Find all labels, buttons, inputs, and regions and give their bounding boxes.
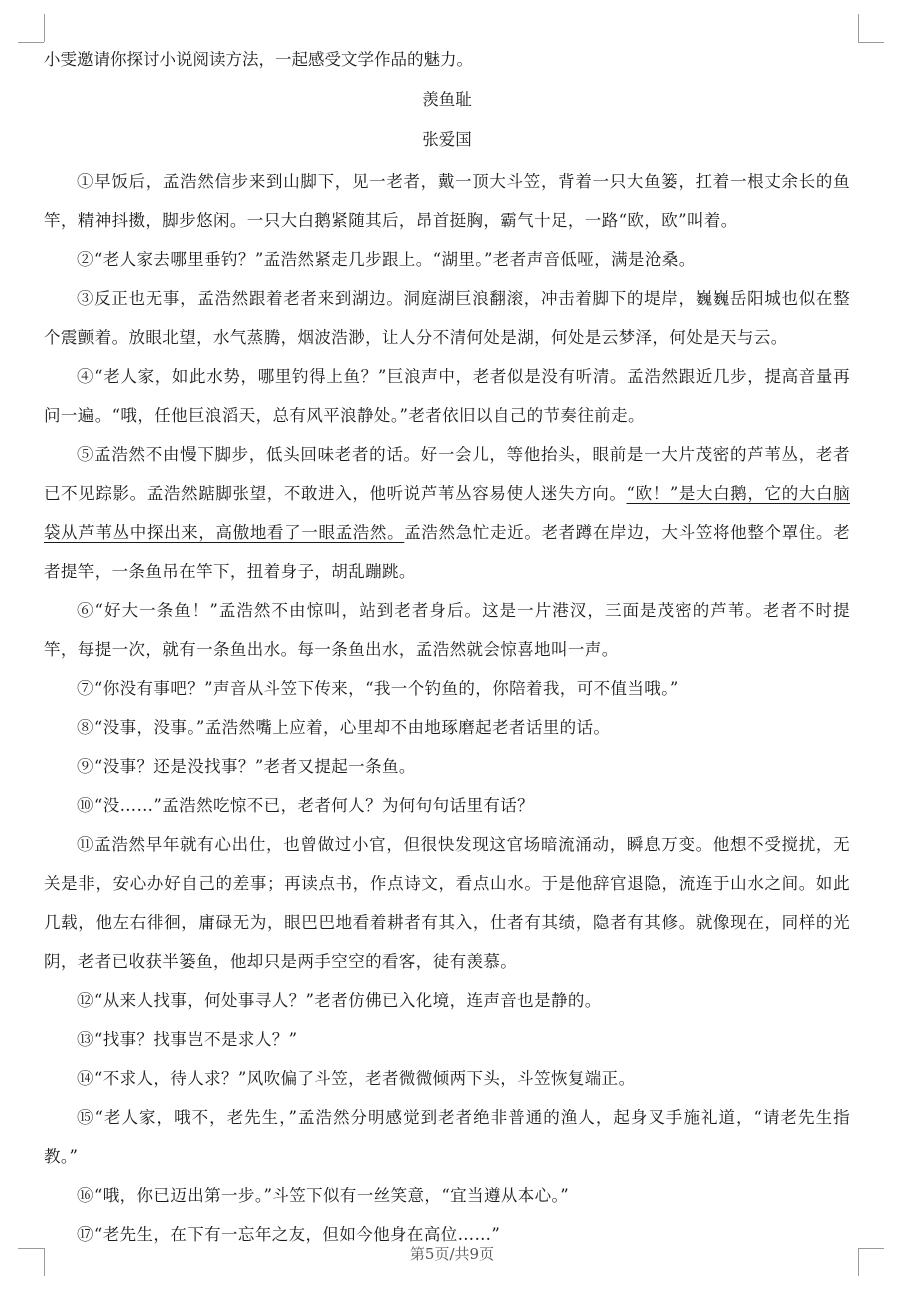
paragraph-16: ⑯“哦，你已迈出第一步。”斗笠下似有一丝笑意，“宜当遵从本心。”	[77, 1186, 570, 1205]
paragraph-6: ⑥“好大一条鱼！”孟浩然不由惊叫，站到老者身后。这是一片港汊，三面是茂密的芦苇。老者不时提竿，每提一次，就有一条鱼出水。每一条鱼出水，孟浩然就会惊喜地叫一声。	[44, 601, 850, 659]
paragraph-10: ⑩“没……”孟浩然吃惊不已，老者何人？为何句句话里有话？	[77, 796, 535, 815]
story-title: 羡鱼耻	[422, 90, 472, 109]
paragraph-3: ③反正也无事，孟浩然跟着老者来到湖边。洞庭湖巨浪翻滚，冲击着脚下的堤岸，巍巍岳阳城也似在整个震颤着。放眼北望，水气蒸腾，烟波浩渺，让人分不清何处是湖，何处是云梦泽，何处是天与云。	[44, 289, 850, 347]
crop-mark-top-right-h	[858, 42, 884, 43]
document-page	[44, 42, 850, 1254]
paragraph-12: ⑫“从来人找事，何处事寻人？”老者仿佛已入化境，连声音也是静的。	[77, 991, 602, 1010]
paragraph-7: ⑦“你没有事吧？”声音从斗笠下传来，“我一个钓鱼的，你陪着我，可不值当哦。”	[77, 679, 679, 698]
crop-mark-top-left-h	[18, 42, 44, 43]
paragraph-13: ⑬“找事？找事岂不是求人？”	[77, 1030, 298, 1049]
paragraph-8: ⑧“没事，没事。”孟浩然嘴上应着，心里却不由地琢磨起老者话里的话。	[77, 718, 611, 737]
paragraph-14: ⑭“不求人，待人求？”风吹偏了斗笠，老者微微倾两下头，斗笠恢复端正。	[77, 1069, 636, 1088]
story-author: 张爱国	[422, 130, 472, 149]
paragraph-5-underlined-sentence: “欧！”是大白鹅，它的大白脑袋从芦苇丛中探出来，高傲地看了一眼孟浩然。	[44, 484, 850, 542]
crop-mark-top-right-v	[858, 14, 859, 42]
paragraph-5-before: ⑤孟浩然不由慢下脚步，低头回味老者的话。好一会儿，等他抬头，眼前是一大片茂密的芦苇丛，老者已不见踪影。孟浩然踮脚张望，不敢进入，他听说芦苇丛容易使人迷失方向。	[44, 445, 850, 503]
paragraph-11: ⑪孟浩然早年就有心出仕，也曾做过小官，但很快发现这官场暗流涌动，瞬息万变。他想不受搅扰，无关是非，安心办好自己的差事；再读点书，作点诗文，看点山水。于是他辞官退隐，流连于山水之间。如此几载，他左右徘徊，庸碌无为，眼巴巴地看着耕者有其入，仕者有其绩，隐者有其修。就像现在，同样的光阴，老者已收获半篓鱼，他却只是两手空空的看客，徒有羡慕。	[44, 835, 850, 971]
intro-line: 小雯邀请你探讨小说阅读方法，一起感受文学作品的魅力。	[44, 50, 473, 69]
paragraph-5	[44, 435, 850, 591]
paragraph-1: ①早饭后，孟浩然信步来到山脚下，见一老者，戴一顶大斗笠，背着一只大鱼篓，扛着一根丈余长的鱼竿，精神抖擞，脚步悠闲。一只大白鹅紧随其后，昂首挺胸，霸气十足，一路“欧，欧”叫着。	[44, 172, 850, 230]
paragraph-9: ⑨“没事？还是没找事？”老者又提起一条鱼。	[77, 757, 416, 776]
paragraph-15: ⑮“老人家，哦不，老先生，”孟浩然分明感觉到老者绝非普通的渔人，起身叉手施礼道，“请老先生指教。”	[44, 1108, 850, 1166]
paragraph-17: ⑰“老先生，在下有一忘年之友，但如今他身在高位……”	[77, 1225, 501, 1244]
paragraph-4: ④“老人家，如此水势，哪里钓得上鱼？”巨浪声中，老者似是没有听清。孟浩然跟近几步，提高音量再问一遍。“哦，任他巨浪滔天，总有风平浪静处。”老者依旧以自己的节奏往前走。	[44, 367, 850, 425]
crop-mark-top-left-v	[44, 14, 45, 42]
page-footer: 第5页/共9页	[409, 1245, 495, 1263]
paragraph-5-after: 孟浩然急忙走近。老者蹲在岸边，大斗笠将他整个罩住。老者提竿，一条鱼吊在竿下，扭着身子，胡乱蹦跳。	[44, 523, 851, 581]
paragraph-2: ②“老人家去哪里垂钓？”孟浩然紧走几步跟上。“湖里。”老者声音低哑，满是沧桑。	[77, 250, 696, 269]
